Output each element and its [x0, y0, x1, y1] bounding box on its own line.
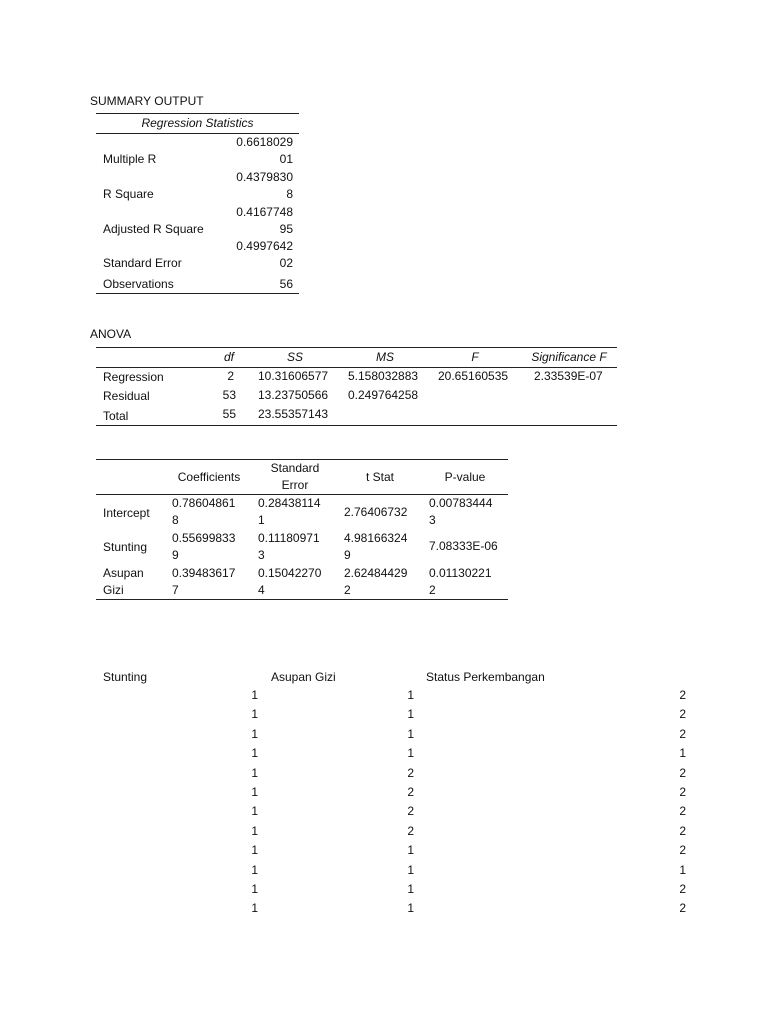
summary-row-label: Standard Error: [103, 256, 182, 270]
summary-bottom-rule: [96, 293, 299, 294]
coef-row-se-line1: 0.28438114: [258, 496, 321, 510]
raw-cell-status-perkembangan: 2: [679, 785, 686, 799]
anova-title: ANOVA: [90, 327, 132, 341]
raw-cell-status-perkembangan: 2: [679, 843, 686, 858]
coef-row-pvalue: 7.08333E-06: [429, 539, 498, 553]
anova-row-ss: 10.31606577: [258, 369, 329, 383]
summary-row-value-line1: 0.6618029: [236, 135, 293, 149]
coef-row-se-line1: 0.11180971: [258, 531, 320, 545]
raw-cell-stunting: 1: [251, 746, 258, 761]
summary-row-label: R Square: [103, 187, 154, 201]
coef-row-se-line2: 1: [258, 513, 265, 527]
anova-header-ss: SS: [286, 350, 303, 364]
raw-cell-status-perkembangan: 2: [679, 688, 686, 702]
anova-row-ss: 13.23750566: [258, 388, 329, 402]
anova-row-label: Total: [103, 409, 129, 423]
raw-cell-status-perkembangan: 2: [679, 882, 686, 896]
anova-header-df: df: [223, 350, 234, 364]
coef-row-tstat: 2.76406732: [344, 505, 408, 519]
raw-cell-stunting: 1: [251, 785, 258, 799]
raw-cell-status-perkembangan: 1: [679, 746, 686, 761]
raw-cell-stunting: 1: [251, 688, 258, 702]
coef-row-pvalue-line2: 3: [429, 513, 436, 527]
raw-cell-asupan-gizi: 1: [407, 901, 414, 916]
raw-cell-asupan-gizi: 1: [407, 862, 414, 877]
summary-title: SUMMARY OUTPUT: [90, 94, 204, 108]
anova-top-rule: [96, 347, 617, 348]
raw-cell-asupan-gizi: 1: [407, 688, 414, 702]
raw-cell-stunting: 1: [251, 804, 258, 819]
coef-row-tstat-line1: 4.98166324: [344, 531, 408, 545]
summary-row-label: Adjusted R Square: [103, 222, 204, 236]
coef-row-coef-line2: 8: [172, 513, 179, 527]
raw-header-status-perkembangan: Status Perkembangan: [426, 670, 545, 684]
raw-cell-asupan-gizi: 1: [407, 843, 414, 858]
raw-cell-stunting: 1: [251, 765, 258, 780]
anova-row-df: 55: [222, 407, 236, 421]
raw-cell-status-perkembangan: 2: [679, 726, 686, 741]
anova-header-f: F: [471, 350, 479, 364]
raw-cell-asupan-gizi: 1: [407, 726, 414, 741]
anova-row-ms: 0.249764258: [348, 388, 419, 402]
anova-row-f: 20.65160535: [438, 369, 509, 383]
raw-cell-asupan-gizi: 1: [407, 707, 414, 722]
raw-cell-status-perkembangan: 2: [679, 707, 686, 722]
raw-cell-status-perkembangan: 2: [679, 901, 686, 916]
anova-row-label: Regression: [103, 370, 164, 384]
summary-row-value-line1: 0.4997642: [236, 239, 293, 253]
coef-row-tstat-line2: 9: [344, 548, 351, 562]
raw-cell-asupan-gizi: 1: [407, 882, 414, 896]
coef-header-standard-error-line2: Error: [281, 478, 309, 492]
raw-header-asupan-gizi: Asupan Gizi: [271, 670, 336, 684]
coef-row-tstat-line2: 2: [344, 583, 351, 597]
anova-bottom-rule: [96, 425, 617, 426]
anova-header-significance-f: Significance F: [531, 350, 607, 364]
coef-row-label-line2: Gizi: [103, 583, 124, 597]
raw-cell-stunting: 1: [251, 843, 258, 858]
anova-row-df: 53: [222, 388, 236, 402]
anova-row-label: Residual: [103, 389, 150, 403]
raw-cell-asupan-gizi: 2: [407, 804, 414, 819]
coef-row-se-line2: 4: [258, 583, 265, 597]
coef-row-label: Stunting: [103, 540, 148, 554]
raw-header-stunting: Stunting: [103, 670, 148, 684]
coef-header-t-stat: t Stat: [365, 470, 394, 484]
summary-row-value-line1: 0.4379830: [236, 170, 293, 184]
coef-row-label-line1: Asupan: [103, 566, 144, 580]
summary-row-label: Multiple R: [103, 152, 157, 166]
coef-row-pvalue-line1: 0.00783444: [429, 496, 493, 510]
summary-row-value-line2: 01: [279, 152, 293, 166]
coef-row-coef-line2: 7: [172, 583, 179, 597]
raw-cell-asupan-gizi: 2: [407, 823, 414, 838]
regression-statistics-header: Regression Statistics: [141, 116, 254, 130]
summary-top-rule: [96, 113, 299, 114]
coef-row-label: Intercept: [103, 506, 150, 520]
coef-header-p-value: P-value: [444, 470, 486, 484]
coef-row-se-line1: 0.15042270: [258, 566, 322, 580]
summary-row-value-line2: 95: [279, 222, 293, 236]
coef-header-coefficients: Coefficients: [177, 470, 241, 484]
anova-header-ms: MS: [376, 350, 394, 364]
raw-cell-stunting: 1: [251, 707, 258, 722]
anova-row-ss: 23.55357143: [258, 407, 329, 421]
raw-cell-stunting: 1: [251, 862, 258, 877]
raw-cell-status-perkembangan: 2: [679, 823, 686, 838]
raw-cell-status-perkembangan: 2: [679, 804, 686, 819]
raw-cell-status-perkembangan: 1: [679, 862, 686, 877]
raw-cell-stunting: 1: [251, 882, 258, 896]
raw-cell-asupan-gizi: 1: [407, 746, 414, 761]
summary-row-value-line2: 02: [279, 256, 293, 270]
anova-row-significance-f: 2.33539E-07: [534, 369, 603, 383]
summary-row-value-line2: 56: [279, 277, 293, 291]
summary-row-label: Observations: [103, 277, 174, 291]
coef-bottom-rule: [96, 599, 508, 600]
raw-cell-stunting: 1: [251, 901, 258, 916]
raw-cell-status-perkembangan: 2: [679, 765, 686, 780]
coef-row-coef-line1: 0.78604861: [172, 496, 236, 510]
coef-row-coef-line2: 9: [172, 548, 179, 562]
anova-row-ms: 5.158032883: [348, 369, 419, 383]
anova-row-df: 2: [227, 369, 234, 383]
summary-row-value-line1: 0.4167748: [236, 205, 293, 219]
summary-row-value-line2: 8: [286, 187, 293, 201]
coef-header-standard-error-line1: Standard: [270, 461, 320, 475]
coef-row-tstat-line1: 2.62484429: [344, 566, 408, 580]
coef-row-coef-line1: 0.39483617: [172, 566, 236, 580]
raw-cell-asupan-gizi: 2: [407, 785, 414, 799]
coef-row-coef-line1: 0.55699833: [172, 531, 236, 545]
raw-cell-stunting: 1: [251, 726, 258, 741]
coef-row-pvalue-line1: 0.01130221: [429, 566, 492, 580]
raw-cell-stunting: 1: [251, 823, 258, 838]
raw-cell-asupan-gizi: 2: [407, 765, 414, 780]
coef-row-pvalue-line2: 2: [429, 583, 436, 597]
coef-row-se-line2: 3: [258, 548, 265, 562]
